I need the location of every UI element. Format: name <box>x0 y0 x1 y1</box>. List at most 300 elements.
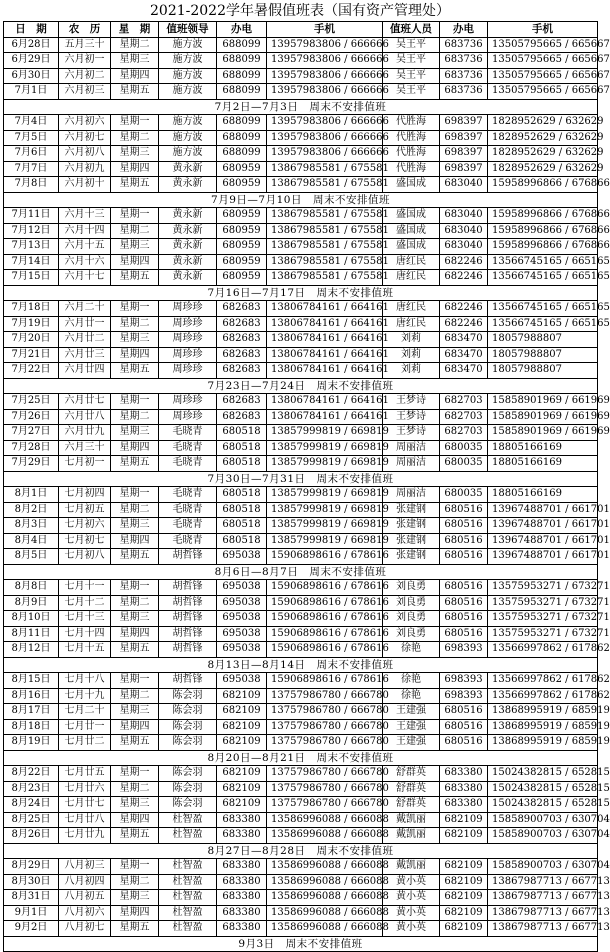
lunar-cell: 六月初三 <box>59 84 111 100</box>
leader-cell: 黄永新 <box>159 223 217 239</box>
weekday-cell: 星期四 <box>111 812 159 828</box>
leader-cell: 杜智盈 <box>159 859 217 875</box>
weekday-cell: 星期三 <box>111 890 159 906</box>
lunar-cell: 七月十一 <box>59 580 111 596</box>
leader-cell: 毛晓青 <box>159 440 217 456</box>
staff-mobile-cell: 13967488701 / 661701 <box>488 502 598 518</box>
lunar-cell: 六月十三 <box>59 208 111 224</box>
date-cell: 8月16日 <box>4 688 59 704</box>
leader-cell: 周珍珍 <box>159 409 217 425</box>
weekday-cell: 星期二 <box>111 781 159 797</box>
staff-office-phone-cell: 680035 <box>440 487 488 503</box>
duty-roster-table <box>3 21 610 952</box>
leader-office-phone-cell: 695038 <box>217 642 267 658</box>
leader-mobile-cell: 13867985581 / 675581 <box>267 208 383 224</box>
staff-office-phone-cell: 680516 <box>440 595 488 611</box>
leader-mobile-cell: 13757986780 / 666780 <box>267 766 383 782</box>
table-row <box>4 704 598 720</box>
leader-cell: 施方波 <box>159 146 217 162</box>
leader-cell: 陈会羽 <box>159 704 217 720</box>
weekend-separator-row <box>4 285 598 301</box>
date-cell: 8月25日 <box>4 812 59 828</box>
staff-mobile-cell: 15858900703 / 630704 <box>488 828 598 844</box>
staff-mobile-cell: 15858901969 / 661969 <box>488 425 598 441</box>
staff-office-phone-cell: 682703 <box>440 394 488 410</box>
staff-mobile-cell: 13566745165 / 665165 <box>488 301 598 317</box>
staff-cell: 王梦诗 <box>383 394 440 410</box>
staff-office-phone-cell: 682109 <box>440 828 488 844</box>
leader-cell: 黄永新 <box>159 177 217 193</box>
staff-cell: 黄小英 <box>383 905 440 921</box>
leader-office-phone-cell: 688099 <box>217 37 267 53</box>
staff-mobile-cell: 13575953271 / 673271 <box>488 595 598 611</box>
lunar-cell: 六月十五 <box>59 239 111 255</box>
leader-mobile-cell: 13806784161 / 664161 <box>267 301 383 317</box>
weekday-cell: 星期二 <box>111 874 159 890</box>
leader-cell: 周珍珍 <box>159 316 217 332</box>
date-cell: 7月8日 <box>4 177 59 193</box>
staff-office-phone-cell: 680516 <box>440 502 488 518</box>
lunar-cell: 七月十三 <box>59 611 111 627</box>
leader-cell: 陈会羽 <box>159 766 217 782</box>
weekday-cell: 星期二 <box>111 130 159 146</box>
leader-office-phone-cell: 682109 <box>217 781 267 797</box>
leader-mobile-cell: 13757986780 / 666780 <box>267 781 383 797</box>
staff-cell: 徐艳 <box>383 673 440 689</box>
staff-mobile-cell: 18805166169 <box>488 487 598 503</box>
staff-mobile-cell: 13868995919 / 685919 <box>488 719 598 735</box>
table-row <box>4 301 598 317</box>
staff-cell: 舒群英 <box>383 797 440 813</box>
table-row <box>4 68 598 84</box>
staff-cell: 盛国成 <box>383 208 440 224</box>
weekday-cell: 星期三 <box>111 797 159 813</box>
lunar-cell: 六月十六 <box>59 254 111 270</box>
table-row <box>4 549 598 565</box>
staff-office-phone-cell: 680516 <box>440 735 488 751</box>
leader-office-phone-cell: 682683 <box>217 301 267 317</box>
lunar-cell: 七月十二 <box>59 595 111 611</box>
leader-office-phone-cell: 680959 <box>217 270 267 286</box>
staff-cell: 刘莉 <box>383 347 440 363</box>
staff-office-phone-cell: 682109 <box>440 905 488 921</box>
lunar-cell: 七月初八 <box>59 549 111 565</box>
leader-mobile-cell: 15906898616 / 678616 <box>267 642 383 658</box>
staff-mobile-cell: 15024382815 / 652815 <box>488 781 598 797</box>
leader-office-phone-cell: 688099 <box>217 53 267 69</box>
leader-cell: 胡哲锋 <box>159 626 217 642</box>
header-leader: 值班领导 <box>159 22 217 38</box>
weekday-cell: 星期三 <box>111 518 159 534</box>
lunar-cell: 七月廿八 <box>59 812 111 828</box>
weekday-cell: 星期三 <box>111 704 159 720</box>
date-cell: 7月4日 <box>4 115 59 131</box>
staff-mobile-cell: 15858901969 / 661969 <box>488 409 598 425</box>
staff-cell: 唐红民 <box>383 301 440 317</box>
staff-cell: 张建钢 <box>383 502 440 518</box>
lunar-cell: 七月初七 <box>59 533 111 549</box>
staff-cell: 唐红民 <box>383 270 440 286</box>
table-row <box>4 239 598 255</box>
table-row <box>4 161 598 177</box>
leader-cell: 施方波 <box>159 84 217 100</box>
leader-office-phone-cell: 682683 <box>217 332 267 348</box>
table-row <box>4 37 598 53</box>
leader-cell: 周珍珍 <box>159 347 217 363</box>
staff-office-phone-cell: 680516 <box>440 549 488 565</box>
leader-office-phone-cell: 682109 <box>217 719 267 735</box>
lunar-cell: 七月廿五 <box>59 766 111 782</box>
weekday-cell: 星期五 <box>111 456 159 472</box>
leader-office-phone-cell: 688099 <box>217 146 267 162</box>
staff-mobile-cell: 13566997862 / 617862 <box>488 673 598 689</box>
table-row <box>4 146 598 162</box>
staff-office-phone-cell: 680035 <box>440 440 488 456</box>
staff-mobile-cell: 18057988807 <box>488 332 598 348</box>
header-date: 日 期 <box>4 22 59 38</box>
weekend-note: 7月9日—7月10日 周末不安排值班 <box>4 192 598 208</box>
leader-office-phone-cell: 682683 <box>217 409 267 425</box>
leader-office-phone-cell: 683380 <box>217 828 267 844</box>
staff-office-phone-cell: 683736 <box>440 37 488 53</box>
lunar-cell: 八月初五 <box>59 890 111 906</box>
leader-mobile-cell: 15906898616 / 678616 <box>267 549 383 565</box>
staff-mobile-cell: 18805166169 <box>488 456 598 472</box>
staff-cell: 王建强 <box>383 719 440 735</box>
leader-mobile-cell: 13586996088 / 666088 <box>267 874 383 890</box>
staff-cell: 徐艳 <box>383 642 440 658</box>
staff-mobile-cell: 13868995919 / 685919 <box>488 735 598 751</box>
leader-cell: 胡哲锋 <box>159 611 217 627</box>
weekday-cell: 星期二 <box>111 316 159 332</box>
leader-office-phone-cell: 695038 <box>217 595 267 611</box>
lunar-cell: 六月初一 <box>59 53 111 69</box>
table-row <box>4 332 598 348</box>
weekend-separator-row <box>4 378 598 394</box>
staff-cell: 刘良勇 <box>383 626 440 642</box>
lunar-cell: 八月初三 <box>59 859 111 875</box>
leader-cell: 杜智盈 <box>159 812 217 828</box>
staff-cell: 刘莉 <box>383 363 440 379</box>
staff-cell: 王梦诗 <box>383 425 440 441</box>
leader-cell: 周珍珍 <box>159 301 217 317</box>
date-cell: 6月29日 <box>4 53 59 69</box>
weekday-cell: 星期三 <box>111 239 159 255</box>
staff-cell: 刘良勇 <box>383 580 440 596</box>
header-leader-office-phone: 办电 <box>217 22 267 38</box>
date-cell: 7月5日 <box>4 130 59 146</box>
staff-cell: 唐红民 <box>383 254 440 270</box>
staff-cell: 刘良勇 <box>383 611 440 627</box>
lunar-cell: 七月廿一 <box>59 719 111 735</box>
staff-office-phone-cell: 698393 <box>440 688 488 704</box>
staff-cell: 代胜海 <box>383 130 440 146</box>
leader-mobile-cell: 13586996088 / 666088 <box>267 890 383 906</box>
weekend-note: 9月3日 周末不安排值班 <box>4 936 598 952</box>
lunar-cell: 五月三十 <box>59 37 111 53</box>
staff-office-phone-cell: 680516 <box>440 719 488 735</box>
staff-cell: 刘良勇 <box>383 595 440 611</box>
staff-mobile-cell: 13868995919 / 685919 <box>488 704 598 720</box>
leader-cell: 毛晓青 <box>159 518 217 534</box>
staff-cell: 戴凯丽 <box>383 828 440 844</box>
staff-cell: 代胜海 <box>383 146 440 162</box>
lunar-cell: 七月十四 <box>59 626 111 642</box>
weekday-cell: 星期四 <box>111 254 159 270</box>
date-cell: 7月6日 <box>4 146 59 162</box>
leader-mobile-cell: 15906898616 / 678616 <box>267 595 383 611</box>
leader-cell: 毛晓青 <box>159 425 217 441</box>
leader-office-phone-cell: 680959 <box>217 177 267 193</box>
staff-office-phone-cell: 698397 <box>440 161 488 177</box>
staff-mobile-cell: 15958996866 / 676866 <box>488 223 598 239</box>
leader-mobile-cell: 13957983806 / 666666 <box>267 115 383 131</box>
date-cell: 7月12日 <box>4 223 59 239</box>
weekday-cell: 星期五 <box>111 921 159 937</box>
leader-mobile-cell: 15906898616 / 678616 <box>267 580 383 596</box>
leader-office-phone-cell: 682109 <box>217 688 267 704</box>
leader-mobile-cell: 13806784161 / 664161 <box>267 409 383 425</box>
lunar-cell: 六月廿二 <box>59 332 111 348</box>
leader-office-phone-cell: 683380 <box>217 905 267 921</box>
weekend-note: 7月23日—7月24日 周末不安排值班 <box>4 378 598 394</box>
lunar-cell: 六月廿四 <box>59 363 111 379</box>
weekday-cell: 星期二 <box>111 595 159 611</box>
staff-office-phone-cell: 680035 <box>440 456 488 472</box>
table-row <box>4 642 598 658</box>
staff-mobile-cell: 15024382815 / 652815 <box>488 797 598 813</box>
lunar-cell: 七月初五 <box>59 502 111 518</box>
table-row <box>4 440 598 456</box>
table-row <box>4 766 598 782</box>
leader-office-phone-cell: 683380 <box>217 921 267 937</box>
leader-mobile-cell: 13867985581 / 675581 <box>267 239 383 255</box>
weekend-separator-row <box>4 471 598 487</box>
staff-office-phone-cell: 698397 <box>440 146 488 162</box>
leader-cell: 施方波 <box>159 37 217 53</box>
leader-office-phone-cell: 682683 <box>217 347 267 363</box>
weekday-cell: 星期五 <box>111 828 159 844</box>
date-cell: 7月1日 <box>4 84 59 100</box>
leader-cell: 胡哲锋 <box>159 595 217 611</box>
leader-cell: 周珍珍 <box>159 332 217 348</box>
table-row <box>4 518 598 534</box>
leader-mobile-cell: 13857999819 / 669819 <box>267 456 383 472</box>
weekend-note: 8月13日—8月14日 周末不安排值班 <box>4 657 598 673</box>
staff-mobile-cell: 13566997862 / 617862 <box>488 642 598 658</box>
leader-cell: 施方波 <box>159 130 217 146</box>
leader-office-phone-cell: 680518 <box>217 502 267 518</box>
leader-mobile-cell: 13857999819 / 669819 <box>267 502 383 518</box>
lunar-cell: 七月廿九 <box>59 828 111 844</box>
staff-office-phone-cell: 682246 <box>440 301 488 317</box>
staff-cell: 代胜海 <box>383 161 440 177</box>
leader-cell: 杜智盈 <box>159 828 217 844</box>
staff-cell: 周丽洁 <box>383 487 440 503</box>
staff-mobile-cell: 13867987713 / 667713 <box>488 874 598 890</box>
weekday-cell: 星期四 <box>111 161 159 177</box>
lunar-cell: 六月廿八 <box>59 409 111 425</box>
table-row <box>4 905 598 921</box>
leader-mobile-cell: 13806784161 / 664161 <box>267 394 383 410</box>
table-row <box>4 425 598 441</box>
roster-body <box>4 37 610 952</box>
staff-cell: 黄小英 <box>383 890 440 906</box>
weekend-note: 7月30日—7月31日 周末不安排值班 <box>4 471 598 487</box>
staff-office-phone-cell: 682246 <box>440 254 488 270</box>
date-cell: 8月9日 <box>4 595 59 611</box>
lunar-cell: 七月十五 <box>59 642 111 658</box>
staff-office-phone-cell: 682109 <box>440 859 488 875</box>
weekday-cell: 星期四 <box>111 440 159 456</box>
date-cell: 8月24日 <box>4 797 59 813</box>
weekday-cell: 星期四 <box>111 719 159 735</box>
table-row <box>4 874 598 890</box>
leader-cell: 杜智盈 <box>159 921 217 937</box>
staff-office-phone-cell: 682109 <box>440 812 488 828</box>
leader-mobile-cell: 13757986780 / 666780 <box>267 704 383 720</box>
date-cell: 7月19日 <box>4 316 59 332</box>
staff-office-phone-cell: 698393 <box>440 673 488 689</box>
leader-office-phone-cell: 680518 <box>217 456 267 472</box>
staff-office-phone-cell: 683470 <box>440 347 488 363</box>
leader-office-phone-cell: 682109 <box>217 704 267 720</box>
staff-cell: 黄小英 <box>383 874 440 890</box>
leader-mobile-cell: 15906898616 / 678616 <box>267 673 383 689</box>
staff-mobile-cell: 1828952629 / 632629 <box>488 146 598 162</box>
lunar-cell: 六月初七 <box>59 130 111 146</box>
weekend-separator-row <box>4 750 598 766</box>
leader-cell: 毛晓青 <box>159 533 217 549</box>
lunar-cell: 六月廿三 <box>59 347 111 363</box>
date-cell: 7月28日 <box>4 440 59 456</box>
staff-mobile-cell: 15024382815 / 652815 <box>488 766 598 782</box>
staff-cell: 吴王平 <box>383 68 440 84</box>
weekday-cell: 星期四 <box>111 626 159 642</box>
leader-office-phone-cell: 683380 <box>217 812 267 828</box>
lunar-cell: 六月初八 <box>59 146 111 162</box>
page-title: 2021-2022学年暑假值班表（国有资产管理处） <box>150 3 450 19</box>
leader-mobile-cell: 13586996088 / 666088 <box>267 905 383 921</box>
date-cell: 7月18日 <box>4 301 59 317</box>
table-row <box>4 611 598 627</box>
weekday-cell: 星期三 <box>111 425 159 441</box>
lunar-cell: 六月廿七 <box>59 394 111 410</box>
leader-mobile-cell: 13857999819 / 669819 <box>267 440 383 456</box>
leader-mobile-cell: 13957983806 / 666666 <box>267 130 383 146</box>
lunar-cell: 六月初九 <box>59 161 111 177</box>
weekday-cell: 星期一 <box>111 859 159 875</box>
table-row <box>4 828 598 844</box>
leader-office-phone-cell: 682683 <box>217 316 267 332</box>
staff-mobile-cell: 18057988807 <box>488 347 598 363</box>
leader-office-phone-cell: 688099 <box>217 84 267 100</box>
leader-office-phone-cell: 680959 <box>217 161 267 177</box>
date-cell: 7月21日 <box>4 347 59 363</box>
staff-mobile-cell: 13505795665 / 665667 <box>488 68 598 84</box>
date-cell: 8月8日 <box>4 580 59 596</box>
leader-cell: 施方波 <box>159 68 217 84</box>
date-cell: 8月30日 <box>4 874 59 890</box>
staff-cell: 张建钢 <box>383 549 440 565</box>
weekday-cell: 星期一 <box>111 487 159 503</box>
weekday-cell: 星期二 <box>111 223 159 239</box>
lunar-cell: 六月三十 <box>59 440 111 456</box>
staff-office-phone-cell: 698393 <box>440 642 488 658</box>
date-cell: 7月27日 <box>4 425 59 441</box>
lunar-cell: 七月廿七 <box>59 797 111 813</box>
table-row <box>4 208 598 224</box>
leader-mobile-cell: 13957983806 / 666666 <box>267 37 383 53</box>
leader-mobile-cell: 13867985581 / 675581 <box>267 270 383 286</box>
leader-mobile-cell: 13857999819 / 669819 <box>267 425 383 441</box>
staff-office-phone-cell: 683040 <box>440 223 488 239</box>
leader-mobile-cell: 13857999819 / 669819 <box>267 487 383 503</box>
lunar-cell: 八月初七 <box>59 921 111 937</box>
date-cell: 7月26日 <box>4 409 59 425</box>
lunar-cell: 六月初十 <box>59 177 111 193</box>
staff-office-phone-cell: 682109 <box>440 874 488 890</box>
leader-cell: 杜智盈 <box>159 905 217 921</box>
leader-mobile-cell: 13867985581 / 675581 <box>267 177 383 193</box>
weekday-cell: 星期一 <box>111 766 159 782</box>
date-cell: 7月11日 <box>4 208 59 224</box>
weekend-separator-row <box>4 657 598 673</box>
weekday-cell: 星期四 <box>111 533 159 549</box>
date-cell: 8月18日 <box>4 719 59 735</box>
leader-mobile-cell: 13757986780 / 666780 <box>267 688 383 704</box>
leader-cell: 陈会羽 <box>159 735 217 751</box>
table-row <box>4 409 598 425</box>
table-row <box>4 688 598 704</box>
leader-office-phone-cell: 695038 <box>217 611 267 627</box>
weekday-cell: 星期三 <box>111 332 159 348</box>
date-cell: 6月28日 <box>4 37 59 53</box>
table-row <box>4 502 598 518</box>
staff-office-phone-cell: 680516 <box>440 533 488 549</box>
date-cell: 8月22日 <box>4 766 59 782</box>
leader-cell: 陈会羽 <box>159 688 217 704</box>
header-staff: 值班人员 <box>383 22 440 38</box>
lunar-cell: 七月廿二 <box>59 735 111 751</box>
weekday-cell: 星期五 <box>111 549 159 565</box>
lunar-cell: 八月初六 <box>59 905 111 921</box>
leader-office-phone-cell: 682109 <box>217 797 267 813</box>
table-row <box>4 84 598 100</box>
weekend-note: 8月6日—8月7日 周末不安排值班 <box>4 564 598 580</box>
weekend-separator-row <box>4 843 598 859</box>
staff-cell: 戴凯丽 <box>383 859 440 875</box>
leader-mobile-cell: 13806784161 / 664161 <box>267 332 383 348</box>
leader-cell: 胡哲锋 <box>159 580 217 596</box>
staff-mobile-cell: 13575953271 / 673271 <box>488 611 598 627</box>
staff-mobile-cell: 15858901969 / 661969 <box>488 394 598 410</box>
staff-mobile-cell: 13566745165 / 665165 <box>488 270 598 286</box>
staff-mobile-cell: 13505795665 / 665667 <box>488 53 598 69</box>
staff-mobile-cell: 13575953271 / 673271 <box>488 626 598 642</box>
staff-office-phone-cell: 683040 <box>440 239 488 255</box>
leader-mobile-cell: 13586996088 / 666088 <box>267 812 383 828</box>
weekend-note: 7月16日—7月17日 周末不安排值班 <box>4 285 598 301</box>
staff-cell: 吴王平 <box>383 37 440 53</box>
staff-office-phone-cell: 680516 <box>440 518 488 534</box>
leader-cell: 胡哲锋 <box>159 673 217 689</box>
table-row <box>4 735 598 751</box>
table-row <box>4 781 598 797</box>
leader-cell: 施方波 <box>159 115 217 131</box>
weekday-cell: 星期一 <box>111 301 159 317</box>
table-row <box>4 487 598 503</box>
